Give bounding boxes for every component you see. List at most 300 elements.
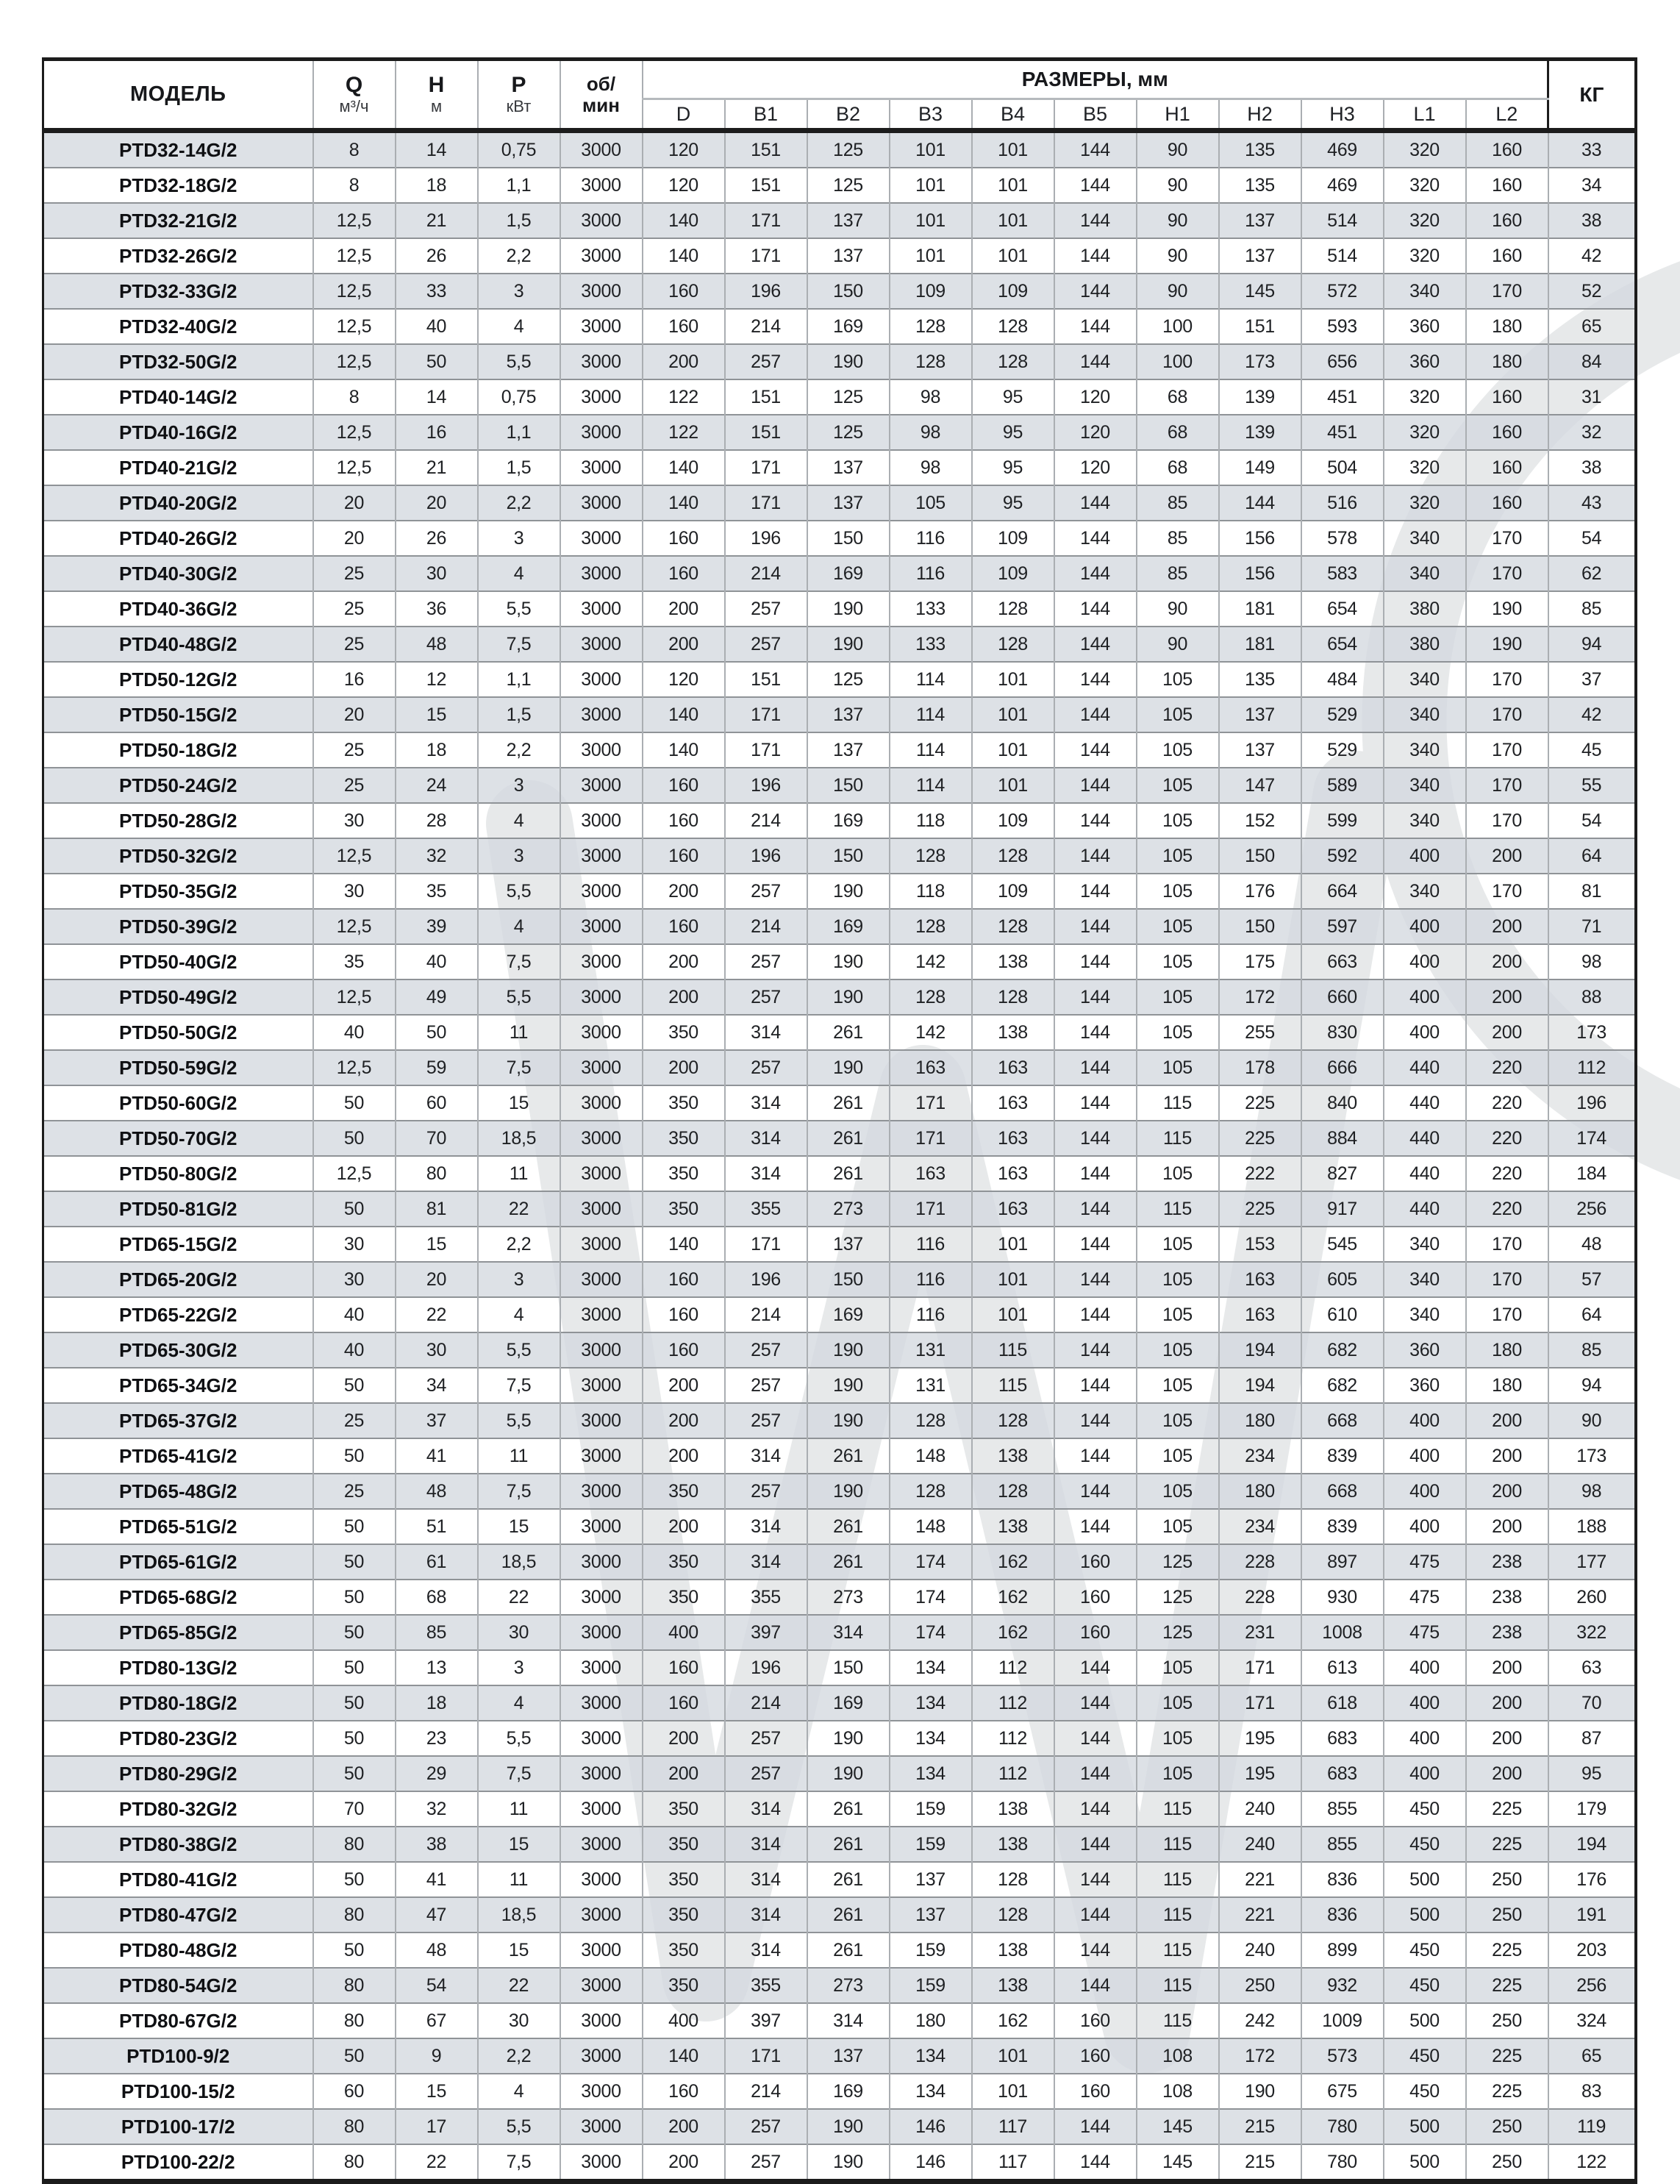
value-cell: 134 — [890, 1650, 972, 1685]
value-cell: 171 — [1219, 1650, 1301, 1685]
value-cell: 137 — [890, 1897, 972, 1933]
value-cell: 250 — [1466, 2003, 1548, 2038]
value-cell: 57 — [1548, 1262, 1636, 1297]
value-cell: 50 — [313, 2038, 396, 2074]
value-cell: 3000 — [560, 1544, 643, 1580]
value-cell: 350 — [643, 1933, 725, 1968]
table-row — [43, 1121, 1636, 1156]
value-cell: 3 — [478, 1262, 560, 1297]
value-cell: 190 — [807, 1721, 890, 1756]
value-cell: 144 — [1054, 1191, 1137, 1227]
value-cell: 573 — [1301, 2038, 1384, 2074]
value-cell: 35 — [396, 874, 478, 909]
value-cell: 47 — [396, 1897, 478, 1933]
value-cell: 131 — [890, 1332, 972, 1368]
value-cell: 138 — [972, 1933, 1054, 1968]
model-cell: PTD100-9/2 — [43, 2038, 313, 2074]
model-cell: PTD40-16G/2 — [43, 415, 313, 450]
value-cell: 3000 — [560, 2003, 643, 2038]
p-unit: кВт — [506, 97, 532, 116]
value-cell: 20 — [396, 485, 478, 521]
model-cell: PTD50-35G/2 — [43, 874, 313, 909]
table-row — [43, 1227, 1636, 1262]
value-cell: 169 — [807, 909, 890, 944]
value-cell: 196 — [725, 274, 807, 309]
table-row — [43, 838, 1636, 874]
value-cell: 15 — [396, 1227, 478, 1262]
value-cell: 133 — [890, 591, 972, 627]
value-cell: 112 — [972, 1756, 1054, 1791]
value-cell: 31 — [1548, 379, 1636, 415]
value-cell: 20 — [313, 521, 396, 556]
table-row — [43, 2074, 1636, 2109]
value-cell: 12,5 — [313, 309, 396, 344]
value-cell: 257 — [725, 874, 807, 909]
value-cell: 350 — [643, 1474, 725, 1509]
value-cell: 98 — [1548, 944, 1636, 979]
value-cell: 7,5 — [478, 944, 560, 979]
value-cell: 144 — [1054, 1827, 1137, 1862]
value-cell: 125 — [1137, 1615, 1219, 1650]
value-cell: 238 — [1466, 1544, 1548, 1580]
value-cell: 932 — [1301, 1968, 1384, 2003]
value-cell: 150 — [807, 838, 890, 874]
value-cell: 2,2 — [478, 485, 560, 521]
value-cell: 160 — [1054, 1615, 1137, 1650]
value-cell: 163 — [972, 1156, 1054, 1191]
value-cell: 3000 — [560, 1862, 643, 1897]
value-cell: 320 — [1384, 203, 1466, 238]
value-cell: 114 — [890, 768, 972, 803]
value-cell: 160 — [643, 1297, 725, 1332]
value-cell: 101 — [890, 203, 972, 238]
table-row — [43, 1933, 1636, 1968]
value-cell: 18,5 — [478, 1121, 560, 1156]
value-cell: 225 — [1466, 2038, 1548, 2074]
value-cell: 350 — [643, 1968, 725, 2003]
value-cell: 200 — [1466, 1509, 1548, 1544]
value-cell: 150 — [807, 1262, 890, 1297]
value-cell: 15 — [478, 1827, 560, 1862]
value-cell: 200 — [643, 1403, 725, 1438]
table-row — [43, 1650, 1636, 1685]
value-cell: 98 — [890, 450, 972, 485]
value-cell: 65 — [1548, 2038, 1636, 2074]
value-cell: 128 — [890, 309, 972, 344]
value-cell: 360 — [1384, 344, 1466, 379]
value-cell: 134 — [890, 1756, 972, 1791]
value-cell: 101 — [972, 238, 1054, 274]
value-cell: 120 — [1054, 379, 1137, 415]
value-cell: 171 — [725, 2038, 807, 2074]
value-cell: 21 — [396, 203, 478, 238]
value-cell: 160 — [1466, 168, 1548, 203]
value-cell: 171 — [1219, 1685, 1301, 1721]
value-cell: 171 — [725, 450, 807, 485]
table-row — [43, 1685, 1636, 1721]
value-cell: 9 — [396, 2038, 478, 2074]
value-cell: 95 — [972, 415, 1054, 450]
value-cell: 105 — [1137, 1756, 1219, 1791]
value-cell: 63 — [1548, 1650, 1636, 1685]
value-cell: 105 — [1137, 979, 1219, 1015]
value-cell: 225 — [1466, 2074, 1548, 2109]
value-cell: 257 — [725, 591, 807, 627]
value-cell: 90 — [1137, 168, 1219, 203]
value-cell: 400 — [643, 2003, 725, 2038]
value-cell: 101 — [972, 1227, 1054, 1262]
value-cell: 171 — [725, 697, 807, 732]
value-cell: 380 — [1384, 627, 1466, 662]
model-cell: PTD100-15/2 — [43, 2074, 313, 2109]
value-cell: 90 — [1137, 627, 1219, 662]
value-cell: 3000 — [560, 1685, 643, 1721]
value-cell: 221 — [1219, 1862, 1301, 1897]
value-cell: 14 — [396, 131, 478, 168]
value-cell: 3000 — [560, 2109, 643, 2144]
value-cell: 134 — [890, 2038, 972, 2074]
value-cell: 172 — [1219, 2038, 1301, 2074]
value-cell: 116 — [890, 1297, 972, 1332]
value-cell: 41 — [396, 1862, 478, 1897]
value-cell: 5,5 — [478, 1332, 560, 1368]
value-cell: 160 — [643, 803, 725, 838]
value-cell: 3000 — [560, 344, 643, 379]
value-cell: 30 — [396, 1332, 478, 1368]
value-cell: 5,5 — [478, 979, 560, 1015]
value-cell: 85 — [1137, 521, 1219, 556]
value-cell: 314 — [725, 1156, 807, 1191]
value-cell: 68 — [1137, 379, 1219, 415]
value-cell: 160 — [1054, 1580, 1137, 1615]
value-cell: 340 — [1384, 662, 1466, 697]
table-row — [43, 238, 1636, 274]
value-cell: 120 — [643, 131, 725, 168]
value-cell: 194 — [1548, 1827, 1636, 1862]
value-cell: 137 — [1219, 697, 1301, 732]
value-cell: 139 — [1219, 379, 1301, 415]
value-cell: 68 — [1137, 450, 1219, 485]
value-cell: 115 — [1137, 1791, 1219, 1827]
value-cell: 23 — [396, 1721, 478, 1756]
value-cell: 3000 — [560, 168, 643, 203]
value-cell: 145 — [1137, 2144, 1219, 2182]
column-header-h1: H1 — [1137, 99, 1219, 131]
value-cell: 174 — [1548, 1121, 1636, 1156]
value-cell: 11 — [478, 1438, 560, 1474]
value-cell: 178 — [1219, 1050, 1301, 1085]
value-cell: 171 — [890, 1085, 972, 1121]
model-cell: PTD65-85G/2 — [43, 1615, 313, 1650]
value-cell: 242 — [1219, 2003, 1301, 2038]
value-cell: 98 — [890, 379, 972, 415]
value-cell: 64 — [1548, 838, 1636, 874]
value-cell: 33 — [396, 274, 478, 309]
value-cell: 94 — [1548, 1368, 1636, 1403]
value-cell: 138 — [972, 944, 1054, 979]
table-row — [43, 1156, 1636, 1191]
value-cell: 225 — [1219, 1085, 1301, 1121]
value-cell: 190 — [807, 2144, 890, 2182]
value-cell: 180 — [1466, 344, 1548, 379]
model-cell: PTD40-21G/2 — [43, 450, 313, 485]
value-cell: 128 — [972, 909, 1054, 944]
value-cell: 450 — [1384, 1827, 1466, 1862]
value-cell: 400 — [1384, 1756, 1466, 1791]
value-cell: 144 — [1054, 274, 1137, 309]
value-cell: 475 — [1384, 1544, 1466, 1580]
value-cell: 340 — [1384, 768, 1466, 803]
value-cell: 71 — [1548, 909, 1636, 944]
value-cell: 134 — [890, 1721, 972, 1756]
h-label: Н — [428, 72, 445, 97]
value-cell: 7,5 — [478, 1368, 560, 1403]
value-cell: 200 — [1466, 1650, 1548, 1685]
value-cell: 180 — [1466, 1368, 1548, 1403]
value-cell: 190 — [807, 1756, 890, 1791]
value-cell: 128 — [972, 979, 1054, 1015]
value-cell: 5,5 — [478, 2109, 560, 2144]
value-cell: 196 — [725, 1650, 807, 1685]
value-cell: 200 — [1466, 1474, 1548, 1509]
column-header-model: МОДЕЛЬ — [43, 60, 313, 131]
value-cell: 101 — [890, 131, 972, 168]
value-cell: 105 — [1137, 1156, 1219, 1191]
value-cell: 3000 — [560, 521, 643, 556]
value-cell: 90 — [1137, 131, 1219, 168]
model-cell: PTD100-17/2 — [43, 2109, 313, 2144]
value-cell: 131 — [890, 1368, 972, 1403]
value-cell: 171 — [725, 203, 807, 238]
value-cell: 90 — [1137, 591, 1219, 627]
value-cell: 144 — [1219, 485, 1301, 521]
table-row — [43, 556, 1636, 591]
value-cell: 320 — [1384, 131, 1466, 168]
value-cell: 240 — [1219, 1933, 1301, 1968]
value-cell: 222 — [1219, 1156, 1301, 1191]
value-cell: 200 — [1466, 1685, 1548, 1721]
value-cell: 340 — [1384, 521, 1466, 556]
value-cell: 0,75 — [478, 131, 560, 168]
value-cell: 169 — [807, 2074, 890, 2109]
model-cell: PTD50-50G/2 — [43, 1015, 313, 1050]
value-cell: 240 — [1219, 1791, 1301, 1827]
value-cell: 450 — [1384, 2074, 1466, 2109]
value-cell: 25 — [313, 1474, 396, 1509]
value-cell: 142 — [890, 1015, 972, 1050]
value-cell: 128 — [972, 1403, 1054, 1438]
value-cell: 3000 — [560, 1650, 643, 1685]
value-cell: 144 — [1054, 1015, 1137, 1050]
value-cell: 90 — [1137, 238, 1219, 274]
table-row — [43, 1085, 1636, 1121]
value-cell: 29 — [396, 1756, 478, 1791]
value-cell: 11 — [478, 1156, 560, 1191]
value-cell: 500 — [1384, 2003, 1466, 2038]
value-cell: 176 — [1219, 874, 1301, 909]
value-cell: 3000 — [560, 1403, 643, 1438]
value-cell: 5,5 — [478, 1403, 560, 1438]
value-cell: 3000 — [560, 203, 643, 238]
value-cell: 355 — [725, 1968, 807, 2003]
value-cell: 660 — [1301, 979, 1384, 1015]
value-cell: 122 — [1548, 2144, 1636, 2182]
value-cell: 34 — [396, 1368, 478, 1403]
value-cell: 397 — [725, 1615, 807, 1650]
value-cell: 196 — [725, 768, 807, 803]
value-cell: 105 — [1137, 803, 1219, 838]
value-cell: 314 — [725, 1509, 807, 1544]
value-cell: 88 — [1548, 979, 1636, 1015]
value-cell: 578 — [1301, 521, 1384, 556]
value-cell: 30 — [478, 2003, 560, 2038]
value-cell: 220 — [1466, 1156, 1548, 1191]
value-cell: 101 — [972, 662, 1054, 697]
value-cell: 22 — [478, 1968, 560, 2003]
table-row — [43, 2038, 1636, 2074]
value-cell: 105 — [1137, 1474, 1219, 1509]
value-cell: 257 — [725, 344, 807, 379]
table-row — [43, 485, 1636, 521]
value-cell: 350 — [643, 1897, 725, 1933]
value-cell: 80 — [313, 1827, 396, 1862]
value-cell: 144 — [1054, 521, 1137, 556]
value-cell: 181 — [1219, 627, 1301, 662]
table-row — [43, 309, 1636, 344]
table-row — [43, 1262, 1636, 1297]
value-cell: 194 — [1219, 1332, 1301, 1368]
table-row — [43, 627, 1636, 662]
model-cell: PTD65-68G/2 — [43, 1580, 313, 1615]
model-cell: PTD80-54G/2 — [43, 1968, 313, 2003]
value-cell: 839 — [1301, 1509, 1384, 1544]
value-cell: 144 — [1054, 803, 1137, 838]
value-cell: 350 — [643, 1827, 725, 1862]
value-cell: 90 — [1137, 203, 1219, 238]
value-cell: 314 — [725, 1438, 807, 1474]
value-cell: 196 — [725, 1262, 807, 1297]
value-cell: 190 — [807, 2109, 890, 2144]
value-cell: 200 — [643, 1050, 725, 1085]
model-cell: PTD32-14G/2 — [43, 131, 313, 168]
value-cell: 169 — [807, 556, 890, 591]
value-cell: 200 — [1466, 909, 1548, 944]
value-cell: 663 — [1301, 944, 1384, 979]
value-cell: 225 — [1466, 1827, 1548, 1862]
table-row — [43, 803, 1636, 838]
table-row — [43, 1368, 1636, 1403]
value-cell: 360 — [1384, 309, 1466, 344]
value-cell: 81 — [396, 1191, 478, 1227]
value-cell: 170 — [1466, 274, 1548, 309]
value-cell: 238 — [1466, 1580, 1548, 1615]
value-cell: 144 — [1054, 662, 1137, 697]
value-cell: 160 — [643, 274, 725, 309]
value-cell: 3 — [478, 1650, 560, 1685]
value-cell: 3000 — [560, 1368, 643, 1403]
value-cell: 3000 — [560, 1791, 643, 1827]
table-row — [43, 697, 1636, 732]
value-cell: 190 — [1219, 2074, 1301, 2109]
value-cell: 839 — [1301, 1438, 1384, 1474]
value-cell: 160 — [643, 2074, 725, 2109]
value-cell: 13 — [396, 1650, 478, 1685]
value-cell: 400 — [1384, 1721, 1466, 1756]
value-cell: 115 — [1137, 1191, 1219, 1227]
value-cell: 214 — [725, 1297, 807, 1332]
value-cell: 65 — [1548, 309, 1636, 344]
table-row — [43, 874, 1636, 909]
value-cell: 137 — [807, 203, 890, 238]
model-cell: PTD50-60G/2 — [43, 1085, 313, 1121]
value-cell: 20 — [396, 1262, 478, 1297]
value-cell: 105 — [1137, 1685, 1219, 1721]
value-cell: 836 — [1301, 1862, 1384, 1897]
value-cell: 7,5 — [478, 1050, 560, 1085]
value-cell: 656 — [1301, 344, 1384, 379]
value-cell: 108 — [1137, 2038, 1219, 2074]
table-row — [43, 1756, 1636, 1791]
value-cell: 214 — [725, 2074, 807, 2109]
value-cell: 87 — [1548, 1721, 1636, 1756]
model-cell: PTD80-47G/2 — [43, 1897, 313, 1933]
column-header-kg: КГ — [1548, 60, 1636, 131]
value-cell: 170 — [1466, 697, 1548, 732]
table-row — [43, 1403, 1636, 1438]
value-cell: 340 — [1384, 274, 1466, 309]
table-row — [43, 1580, 1636, 1615]
model-cell: PTD50-15G/2 — [43, 697, 313, 732]
value-cell: 200 — [643, 979, 725, 1015]
value-cell: 225 — [1219, 1191, 1301, 1227]
value-cell: 48 — [396, 627, 478, 662]
value-cell: 400 — [1384, 1650, 1466, 1685]
value-cell: 115 — [1137, 1085, 1219, 1121]
value-cell: 3000 — [560, 2038, 643, 2074]
value-cell: 654 — [1301, 591, 1384, 627]
value-cell: 116 — [890, 1262, 972, 1297]
value-cell: 108 — [1137, 2074, 1219, 2109]
value-cell: 137 — [890, 1862, 972, 1897]
value-cell: 400 — [1384, 979, 1466, 1015]
value-cell: 170 — [1466, 1227, 1548, 1262]
value-cell: 273 — [807, 1968, 890, 2003]
value-cell: 191 — [1548, 1897, 1636, 1933]
value-cell: 42 — [1548, 697, 1636, 732]
value-cell: 50 — [313, 1615, 396, 1650]
table-row — [43, 2003, 1636, 2038]
value-cell: 200 — [643, 1721, 725, 1756]
value-cell: 174 — [890, 1615, 972, 1650]
value-cell: 45 — [1548, 732, 1636, 768]
value-cell: 314 — [725, 1015, 807, 1050]
q-label: Q — [345, 72, 363, 97]
value-cell: 314 — [725, 1791, 807, 1827]
value-cell: 261 — [807, 1509, 890, 1544]
value-cell: 109 — [972, 521, 1054, 556]
value-cell: 840 — [1301, 1085, 1384, 1121]
value-cell: 196 — [725, 838, 807, 874]
value-cell: 682 — [1301, 1368, 1384, 1403]
value-cell: 50 — [313, 1544, 396, 1580]
value-cell: 172 — [1219, 979, 1301, 1015]
value-cell: 360 — [1384, 1332, 1466, 1368]
value-cell: 90 — [1137, 274, 1219, 309]
value-cell: 105 — [1137, 662, 1219, 697]
value-cell: 469 — [1301, 168, 1384, 203]
value-cell: 12,5 — [313, 979, 396, 1015]
value-cell: 125 — [807, 168, 890, 203]
